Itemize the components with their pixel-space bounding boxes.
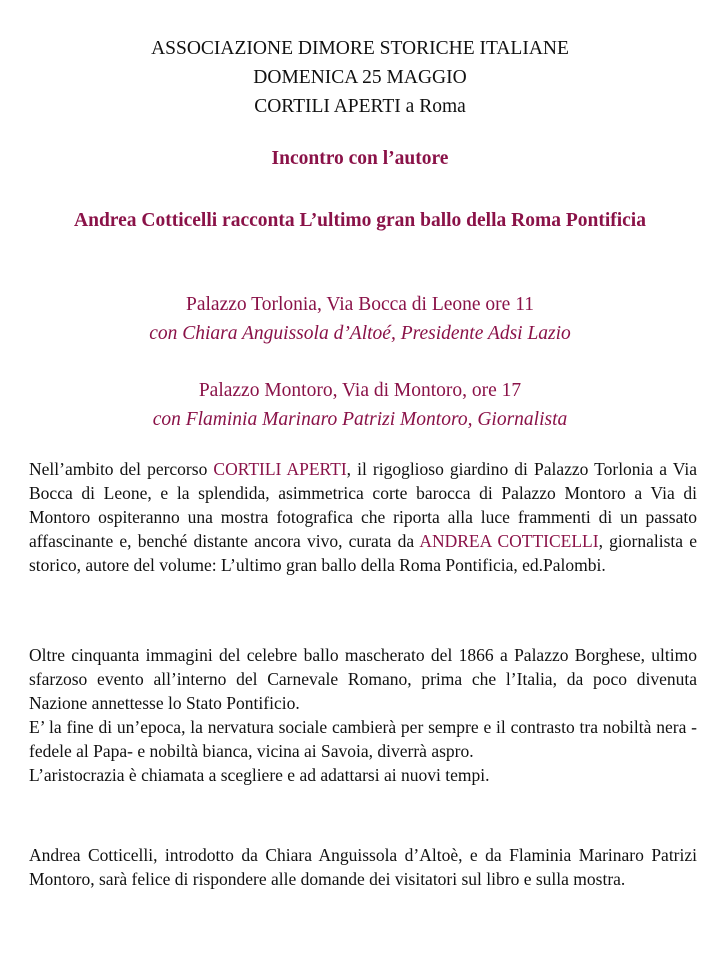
subtitle: Incontro con l’autore — [271, 148, 449, 169]
paragraph-closing-text: Andrea Cotticelli, introdotto da Chiara Anguissola d’Altoè, e da Flaminia Marinaro Patrizi Montoro, sarà felice di rispondere alle domande dei visitatori sul libro e sulla mostra. — [29, 845, 697, 889]
paragraph-exhibition — [29, 643, 697, 787]
paragraph-intro — [29, 457, 697, 577]
venue-torlonia — [0, 290, 720, 348]
paragraph-closing — [29, 843, 697, 891]
association-name: ASSOCIAZIONE DIMORE STORICHE ITALIANE — [151, 38, 569, 59]
paragraph-intro-text — [29, 457, 697, 577]
text-part: , il rigoglioso giardino di Palazzo Torlonia a Via Bocca di Leone, e la splendida, asimmetrica corte barocca di Palazzo Montoro a Via di Montoro ospiteranno una mostra fotografica che riporta alla luce frammenti di un passato affascinante e, benché distante ancora vivo, curata da — [29, 459, 697, 551]
venue-guest: con Chiara Anguissola d’Altoé, Presidente Adsi Lazio — [149, 323, 571, 344]
venue-guest: con Flaminia Marinaro Patrizi Montoro, Giornalista — [152, 409, 568, 430]
paragraph-sentence: L’aristocrazia è chiamata a scegliere e ad adattarsi ai nuovi tempi. — [29, 765, 490, 785]
venue-place: Palazzo Torlonia, Via Bocca di Leone ore 11 — [186, 294, 534, 315]
highlight-cortili-aperti: CORTILI APERTI — [213, 459, 347, 479]
title: Andrea Cotticelli racconta L’ultimo gran ballo della Roma Pontificia — [74, 210, 646, 231]
highlight-author-name: ANDREA COTTICELLI — [419, 531, 599, 551]
venue-montoro — [0, 376, 720, 434]
event-name: CORTILI APERTI a Roma — [254, 96, 466, 117]
header — [0, 34, 720, 121]
text-part: , giornalista e storico, autore del volume: L’ultimo gran ballo della Roma Pontificia, ed.Palombi. — [29, 531, 697, 575]
paragraph-sentence: E’ la fine di un’epoca, la nervatura sociale cambierà per sempre e il contrasto tra nobiltà nera -fedele al Papa- e nobiltà bianca, vicina ai Savoia, diverrà aspro. — [29, 717, 697, 761]
paragraph-sentence: Oltre cinquanta immagini del celebre ballo mascherato del 1866 a Palazzo Borghese, ultimo sfarzoso evento all’interno del Carnevale Romano, prima che l’Italia, da poco divenuta Nazione annettesse lo Stato Pontificio. — [29, 645, 697, 713]
event-date: DOMENICA 25 MAGGIO — [253, 67, 467, 88]
text-part: Nell’ambito del percorso — [29, 459, 214, 479]
venue-place: Palazzo Montoro, Via di Montoro, ore 17 — [198, 380, 522, 401]
